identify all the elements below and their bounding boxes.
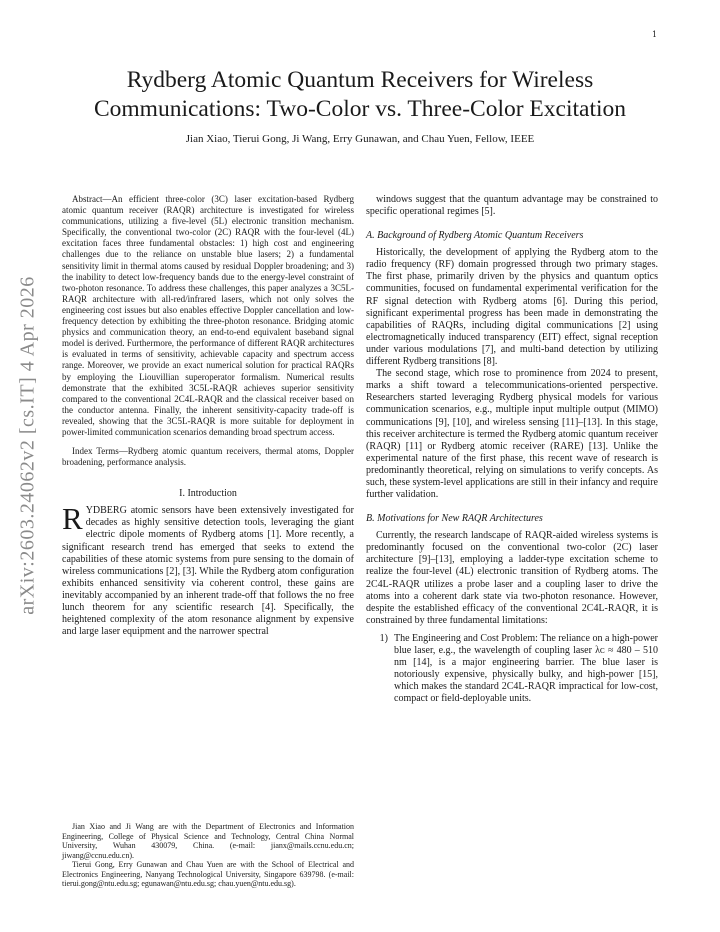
paper-title: Rydberg Atomic Quantum Receivers for Wireless Communications: Two-Color vs. Three-Color Excitation (93, 67, 627, 122)
right-column (366, 194, 658, 705)
arxiv-identifier-text: arXiv:2603.24062v2 [cs.IT] 4 Apr 2026 (16, 275, 39, 615)
paper-authors: Jian Xiao, Tierui Gong, Ji Wang, Erry Gunawan, and Chau Yuen, Fellow, IEEE (185, 133, 535, 145)
motivations-paragraph: Currently, the research landscape of RAQR-aided wireless systems is predominantly focused on the conventional two-color (2C) laser architecture [9]–[13], employing a ladder-type excitation scheme to realize the four-level (4L) electronic transition of Rydberg atoms. The 2C4L-RAQR utilizes a probe laser and a coupling laser to drive the atoms into a coherent dark state via two-photon resonance. However, despite the established efficacy of the conventional 2C4L-RAQR, it is constrained by three fundamental limitations: (366, 530, 658, 626)
footnote-affiliation-1: Jian Xiao and Ji Wang are with the Department of Electronics and Information Engineering, College of Physical Science and Technology, Central China Normal University, Wuhan 430079, China. (e-mail: jianx@mails.ccnu.edu.cn; jiwang@ccnu.edu.cn). (62, 822, 354, 860)
drop-cap: R (62, 501, 83, 537)
limitations-list (366, 633, 658, 706)
list-item-number: 1) (379, 632, 388, 644)
intro-continuation: windows suggest that the quantum advantage may be constrained to specific operational regimes [5]. (366, 194, 658, 218)
section-heading-introduction: I. Introduction (179, 488, 237, 500)
intro-paragraph-text: YDBERG atomic sensors have been extensively investigated for decades as highly sensitive detection tools, leveraging the giant electric dipole moments of Rydberg atoms [1]. More recently, a significant research trend has emerged that seeks to extend the capabilities of these atomic systems from pure sensing to the domain of wireless communications [2], [3]. While the Rydberg atom configuration exhibits enhanced sensitivity via coherent control, these gains are inevitably accompanied by an inherent trade-off that follows the no free lunch theorem for any scientific research [4]. Specifically, the heightened complexity of the atom resonance alignment by expensive and large laser equipment and the narrower spectral (62, 505, 354, 638)
subsection-heading-background: A. Background of Rydberg Atomic Quantum Receivers (366, 230, 584, 242)
intro-paragraph (62, 501, 354, 638)
page-number: 1 (652, 30, 658, 39)
left-column (62, 194, 354, 638)
list-item (366, 633, 658, 706)
background-paragraph-1: Historically, the development of applying the Rydberg atom to the radio frequency (RF) domain progressed through two primary stages. The first phase, primarily driven by the physics and quantum optics communities, focused on fundamental experimental verification for the RF signal detection with Rydberg atoms [6]. During this period, significant experimental progress has been made in demonstrating the capabilities of RAQRs, including digital communications [2] using electromagnetically induced transparency (EIT) effect, signal reception under various modulations [7], and multi-band detection by utilizing different Rydberg transitions [8]. (366, 247, 658, 368)
list-item-text: The Engineering and Cost Problem: The reliance on a high-power blue laser, e.g., the wavelength of coupling laser λᴄ ≈ 480 – 510 nm [14], is a major engineering barrier. The blue laser is notoriously expensive, physically bulky, and high-power [15], which makes the standard 2C4L-RAQR impractical for low-cost, compact or field-deployable units. (394, 632, 658, 705)
abstract: Abstract—An efficient three-color (3C) laser excitation-based Rydberg atomic quantum receiver (RAQR) architecture is investigated for wireless communications, utilizing a five-level (5L) electronic transition mechanism. Specifically, the conventional two-color (2C) RAQR with the four-level (4L) excitation faces three fundamental obstacles: 1) high cost and engineering challenges due to the reliance on unstable blue lasers; 2) a fundamental sensitivity limit in thermal atoms caused by residual Doppler broadening; and 3) the inability to detect low-frequency bands due to the energy-level constraint of two-photon resonance. To address these challenges, this paper analyzes a 3C5L-RAQR architecture with all-red/infrared lasers, which not only solves the engineering cost issues but also enables effective Doppler cancellation and low-frequency detection by exhibiting the three-photon resonance. Bridging atomic physics and communication theory, an end-to-end equivalent baseband signal model is derived. Furthermore, the performance of different RAQR architectures is evaluated in terms of sensitivity, achievable capacity and spectrum access range. Moreover, we provide an exact numerical solution for practical RAQRs by employing the Liouvillian superoperator formalism. Numerical results demonstrate that the exhibited 3C5L-RAQR achieves superior sensitivity compared to the conventional 2C4L-RAQR and the classical receiver based on the conductor antenna. Finally, the inherent sensitivity-capacity trade-off is revealed, showing that the 3C5L-RAQR is more suitable for deployment in power-limited communication scenarios demanding broad spectrum access. (62, 194, 354, 437)
subsection-heading-motivations: B. Motivations for New RAQR Architectures (366, 513, 543, 525)
index-terms: Index Terms—Rydberg atomic quantum receivers, thermal atoms, Doppler broadening, performance analysis. (62, 446, 354, 468)
footnotes (62, 822, 354, 889)
footnote-affiliation-2: Tierui Gong, Erry Gunawan and Chau Yuen are with the School of Electrical and Electronics Engineering, Nanyang Technological University, Singapore 639798. (e-mail: tierui.gong@ntu.edu.sg; egunawan@ntu.edu.sg; chau.yuen@ntu.edu.sg). (62, 860, 354, 888)
arxiv-identifier (8, 230, 48, 660)
background-paragraph-2: The second stage, which rose to prominence from 2024 to present, marks a shift toward a telecommunications-oriented perspective. Researchers started leveraging Rydberg physical models for various communication scenarios, e.g., multiple input multiple output (MIMO) communications [9], [10], and wireless sensing [11]–[13]. In this stage, this receiver architecture is termed the Rydberg atomic quantum receiver (RAQR) [11] or Rydberg atomic receiver (RARE) [13]. Unlike the experimental nature of the first phase, this recent wave of research is predominantly theoretical, relying on simulations to verify concepts. As such, these system-level applications are still in their infancy and require further validation. (366, 368, 658, 501)
